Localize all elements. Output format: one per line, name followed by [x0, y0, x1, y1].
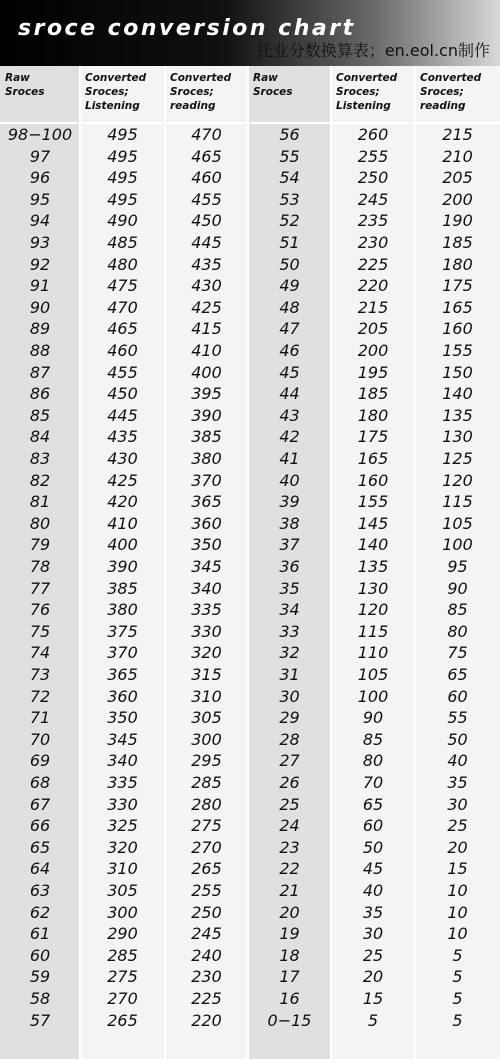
- table-cell: 71: [29, 708, 51, 728]
- table-cell: 105: [442, 513, 473, 533]
- table-cell: 380: [107, 600, 138, 620]
- table-cell: 26: [279, 773, 300, 792]
- table-cell: 60: [447, 686, 468, 706]
- table-cell: 110: [357, 643, 389, 663]
- table-cell: 65: [29, 837, 51, 857]
- table-cell: 75: [447, 643, 468, 663]
- table-cell: 72: [29, 686, 51, 706]
- table-cell: 435: [107, 427, 138, 447]
- table-cell: 135: [357, 557, 389, 576]
- table-cell: 130: [442, 427, 473, 447]
- table-cell: 31: [279, 665, 300, 684]
- table-cell: 5: [452, 967, 463, 987]
- table-cell: 330: [107, 794, 138, 814]
- table-cell: 270: [107, 989, 138, 1008]
- column-header: Raw Sroces: [253, 72, 293, 98]
- table-cell: 5: [452, 945, 463, 965]
- table-cell: 340: [107, 751, 138, 771]
- table-cell: 205: [442, 168, 473, 188]
- table-cell: 260: [357, 125, 389, 144]
- table-cell: 305: [107, 881, 138, 900]
- table-cell: 105: [357, 665, 389, 684]
- table-cell: 455: [107, 362, 138, 382]
- table-cell: 225: [191, 989, 222, 1008]
- table-cell: 285: [191, 773, 222, 792]
- table-cell: 155: [357, 492, 389, 512]
- table-cell: 465: [107, 319, 138, 339]
- table-cell: 215: [442, 125, 473, 144]
- table-cell: 100: [357, 686, 389, 706]
- table-cell: 80: [29, 513, 51, 533]
- table-cell: 135: [442, 405, 473, 425]
- table-cell: 370: [191, 470, 222, 490]
- table-cell: 250: [191, 902, 222, 922]
- table-cell: 25: [447, 816, 468, 836]
- table-cell: 310: [191, 686, 222, 706]
- table-cell: 90: [362, 708, 384, 728]
- table-cell: 22: [279, 859, 300, 879]
- table-cell: 460: [191, 168, 222, 188]
- table-cell: 250: [357, 168, 389, 188]
- table-cell: 50: [279, 254, 300, 274]
- table-cell: 39: [279, 492, 300, 512]
- table-cell: 76: [29, 600, 51, 620]
- table-cell: 81: [29, 492, 51, 512]
- table-cell: 215: [357, 297, 389, 317]
- table-cell: 28: [279, 729, 300, 749]
- table-cell: 445: [191, 233, 222, 252]
- table-cell: 300: [107, 902, 138, 922]
- table-cell: 36: [279, 557, 300, 576]
- table-cell: 74: [29, 643, 51, 663]
- table-cell: 370: [107, 643, 138, 663]
- table-cell: 88: [29, 341, 51, 360]
- table-cell: 20: [447, 837, 468, 857]
- table-cell: 315: [191, 665, 222, 684]
- table-cell: 470: [107, 297, 138, 317]
- table-cell: 300: [191, 729, 222, 749]
- table-cell: 95: [29, 189, 51, 209]
- table-cell: 350: [107, 708, 138, 728]
- table-cell: 335: [191, 600, 222, 620]
- table-cell: 20: [279, 902, 300, 922]
- table-cell: 345: [191, 557, 222, 576]
- table-cell: 320: [191, 643, 222, 663]
- table-cell: 460: [107, 341, 138, 360]
- table-cell: 25: [362, 945, 384, 965]
- table-cell: 25: [279, 794, 300, 814]
- table-cell: 85: [362, 729, 384, 749]
- table-cell: 15: [447, 859, 468, 879]
- table-cell: 185: [442, 233, 473, 252]
- table-cell: 55: [279, 146, 300, 166]
- table-cell: 450: [107, 384, 138, 404]
- table-cell: 10: [447, 881, 468, 900]
- table-cell: 280: [191, 794, 222, 814]
- table-cell: 185: [357, 384, 389, 404]
- table-cell: 180: [357, 405, 389, 425]
- table-cell: 220: [191, 1010, 222, 1030]
- table-cell: 275: [107, 967, 138, 987]
- table-cell: 66: [29, 816, 51, 836]
- table-cell: 455: [191, 189, 222, 209]
- table-cell: 120: [442, 470, 473, 490]
- table-cell: 285: [107, 945, 138, 965]
- table-cell: 430: [107, 449, 138, 468]
- table-cell: 69: [29, 751, 51, 771]
- table-cell: 180: [442, 254, 473, 274]
- table-cell: 165: [357, 449, 389, 468]
- table-cell: 16: [279, 989, 300, 1008]
- table-cell: 120: [357, 600, 389, 620]
- column-header: Converted Sroces; reading: [420, 72, 482, 112]
- table-cell: 37: [279, 535, 300, 555]
- table-cell: 96: [29, 168, 51, 188]
- table-cell: 45: [279, 362, 300, 382]
- table-cell: 205: [357, 319, 389, 339]
- table-cell: 30: [362, 924, 384, 944]
- table-cell: 270: [191, 837, 222, 857]
- table-cell: 10: [447, 902, 468, 922]
- column-header: Converted Sroces; Listening: [336, 72, 398, 112]
- table-cell: 430: [191, 276, 222, 296]
- table-cell: 86: [29, 384, 51, 404]
- table-cell: 115: [357, 621, 389, 641]
- table-cell: 55: [447, 708, 468, 728]
- score-conversion-table: [0, 66, 500, 1059]
- table-cell: 175: [442, 276, 473, 296]
- table-cell: 335: [107, 773, 138, 792]
- table-cell: 93: [29, 233, 51, 252]
- table-cell: 390: [191, 405, 222, 425]
- table-cell: 295: [191, 751, 222, 771]
- table-cell: 65: [362, 794, 384, 814]
- table-cell: 18: [279, 945, 300, 965]
- table-cell: 245: [357, 189, 389, 209]
- chart-title: sroce conversion chart: [18, 16, 356, 41]
- column-header: Raw Sroces: [5, 72, 45, 98]
- table-cell: 98−100: [7, 125, 73, 144]
- table-cell: 80: [362, 751, 384, 771]
- table-cell: 32: [279, 643, 300, 663]
- table-cell: 375: [107, 621, 138, 641]
- table-cell: 50: [447, 729, 468, 749]
- table-cell: 82: [29, 470, 51, 490]
- table-cell: 35: [447, 773, 468, 792]
- table-cell: 33: [279, 621, 300, 641]
- column-header: Converted Sroces; reading: [170, 72, 232, 112]
- table-cell: 235: [357, 211, 389, 231]
- table-cell: 125: [442, 449, 473, 468]
- table-cell: 5: [452, 1010, 463, 1030]
- table-cell: 195: [357, 362, 389, 382]
- table-cell: 320: [107, 837, 138, 857]
- column-header: Converted Sroces; Listening: [85, 72, 147, 112]
- table-cell: 40: [362, 881, 384, 900]
- table-cell: 200: [442, 189, 473, 209]
- table-cell: 395: [191, 384, 222, 404]
- table-cell: 40: [447, 751, 468, 771]
- table-cell: 79: [29, 535, 51, 555]
- table-cell: 49: [279, 276, 300, 296]
- table-cell: 50: [362, 837, 384, 857]
- table-cell: 61: [29, 924, 51, 944]
- table-cell: 425: [191, 297, 222, 317]
- table-cell: 365: [107, 665, 138, 684]
- table-cell: 230: [191, 967, 222, 987]
- table-cell: 265: [191, 859, 222, 879]
- table-cell: 90: [447, 578, 468, 598]
- table-cell: 97: [29, 146, 51, 166]
- table-cell: 64: [29, 859, 51, 879]
- table-cell: 410: [191, 341, 222, 360]
- table-cell: 290: [107, 924, 138, 944]
- table-cell: 465: [191, 146, 222, 166]
- table-cell: 160: [357, 470, 389, 490]
- table-cell: 350: [191, 535, 222, 555]
- table-cell: 91: [29, 276, 51, 296]
- table-cell: 225: [357, 254, 389, 274]
- table-cell: 115: [442, 492, 473, 512]
- table-cell: 80: [447, 621, 468, 641]
- table-cell: 57: [29, 1010, 51, 1030]
- table-cell: 410: [107, 513, 138, 533]
- table-cell: 160: [442, 319, 473, 339]
- table-cell: 0−15: [267, 1010, 312, 1030]
- table-cell: 495: [107, 189, 138, 209]
- table-cell: 70: [362, 773, 384, 792]
- table-cell: 360: [107, 686, 138, 706]
- table-cell: 275: [191, 816, 222, 836]
- table-cell: 90: [29, 297, 51, 317]
- table-cell: 400: [107, 535, 138, 555]
- table-cell: 445: [107, 405, 138, 425]
- table-cell: 365: [191, 492, 222, 512]
- table-cell: 240: [191, 945, 222, 965]
- table-cell: 89: [29, 319, 51, 339]
- table-cell: 480: [107, 254, 138, 274]
- table-cell: 490: [107, 211, 138, 231]
- table-cell: 58: [29, 989, 51, 1008]
- table-cell: 60: [362, 816, 384, 836]
- table-cell: 165: [442, 297, 473, 317]
- table-cell: 56: [279, 125, 300, 144]
- table-cell: 19: [279, 924, 300, 944]
- table-cell: 140: [357, 535, 389, 555]
- table-cell: 35: [362, 902, 384, 922]
- table-cell: 34: [279, 600, 300, 620]
- table-cell: 175: [357, 427, 389, 447]
- table-cell: 29: [279, 708, 300, 728]
- table-cell: 400: [191, 362, 222, 382]
- table-cell: 420: [107, 492, 138, 512]
- table-cell: 51: [279, 233, 300, 252]
- table-cell: 200: [357, 341, 389, 360]
- table-cell: 30: [279, 686, 300, 706]
- table-cell: 53: [279, 189, 300, 209]
- table-cell: 245: [191, 924, 222, 944]
- table-cell: 210: [442, 146, 473, 166]
- table-cell: 140: [442, 384, 473, 404]
- table-cell: 52: [279, 211, 300, 231]
- table-cell: 27: [279, 751, 300, 771]
- table-cell: 45: [362, 859, 384, 879]
- table-cell: 23: [279, 837, 300, 857]
- table-cell: 495: [107, 168, 138, 188]
- table-cell: 15: [362, 989, 384, 1008]
- table-cell: 380: [191, 449, 222, 468]
- table-cell: 85: [447, 600, 468, 620]
- table-cell: 84: [29, 427, 51, 447]
- table-cell: 385: [191, 427, 222, 447]
- table-cell: 42: [279, 427, 300, 447]
- table-cell: 73: [29, 665, 51, 684]
- table-cell: 24: [279, 816, 300, 836]
- table-cell: 75: [29, 621, 51, 641]
- table-cell: 54: [279, 168, 300, 188]
- table-cell: 495: [107, 125, 138, 144]
- table-cell: 155: [442, 341, 473, 360]
- table-cell: 255: [191, 881, 222, 900]
- table-cell: 87: [29, 362, 51, 382]
- table-cell: 10: [447, 924, 468, 944]
- table-cell: 47: [279, 319, 300, 339]
- table-cell: 94: [29, 211, 51, 231]
- table-cell: 5: [367, 1010, 379, 1030]
- table-cell: 40: [279, 470, 300, 490]
- table-cell: 450: [191, 211, 222, 231]
- table-cell: 44: [279, 384, 300, 404]
- table-cell: 435: [191, 254, 222, 274]
- table-cell: 83: [29, 449, 51, 468]
- table-cell: 255: [357, 146, 389, 166]
- table-cell: 68: [29, 773, 51, 792]
- table-cell: 425: [107, 470, 138, 490]
- chart-header: [0, 0, 500, 66]
- table-cell: 60: [29, 945, 51, 965]
- table-cell: 145: [357, 513, 389, 533]
- table-cell: 48: [279, 297, 300, 317]
- table-cell: 385: [107, 578, 138, 598]
- table-cell: 30: [447, 794, 468, 814]
- table-cell: 495: [107, 146, 138, 166]
- chart-subtitle: 托业分数换算表；en.eol.cn制作: [256, 41, 490, 60]
- table-cell: 35: [279, 578, 300, 598]
- table-cell: 38: [279, 513, 300, 533]
- table-cell: 230: [357, 233, 389, 252]
- table-cell: 345: [107, 729, 138, 749]
- table-cell: 220: [357, 276, 389, 296]
- table-cell: 130: [357, 578, 389, 598]
- table-cell: 415: [191, 319, 222, 339]
- table-cell: 310: [107, 859, 138, 879]
- table-cell: 70: [29, 729, 51, 749]
- table-cell: 470: [191, 125, 222, 144]
- table-cell: 330: [191, 621, 222, 641]
- table-cell: 100: [442, 535, 473, 555]
- table-cell: 78: [29, 557, 51, 576]
- table-cell: 325: [107, 816, 138, 836]
- table-cell: 95: [447, 557, 468, 576]
- table-cell: 67: [29, 794, 51, 814]
- table-cell: 65: [447, 665, 468, 684]
- table-cell: 43: [279, 405, 300, 425]
- table-cell: 20: [362, 967, 384, 987]
- table-cell: 340: [191, 578, 222, 598]
- table-cell: 190: [442, 211, 473, 231]
- table-cell: 390: [107, 557, 138, 576]
- table-cell: 92: [29, 254, 51, 274]
- table-cell: 150: [442, 362, 473, 382]
- table-cell: 485: [107, 233, 138, 252]
- table-cell: 77: [29, 578, 51, 598]
- table-cell: 41: [279, 449, 300, 468]
- table-cell: 21: [279, 881, 300, 900]
- table-cell: 305: [191, 708, 222, 728]
- table-cell: 17: [279, 967, 300, 987]
- table-cell: 62: [29, 902, 51, 922]
- table-cell: 360: [191, 513, 222, 533]
- table-cell: 59: [29, 967, 51, 987]
- table-cell: 475: [107, 276, 138, 296]
- table-cell: 5: [452, 989, 463, 1008]
- table-cell: 85: [29, 405, 51, 425]
- table-cell: 265: [107, 1010, 138, 1030]
- table-cell: 63: [29, 881, 51, 900]
- table-cell: 46: [279, 341, 300, 360]
